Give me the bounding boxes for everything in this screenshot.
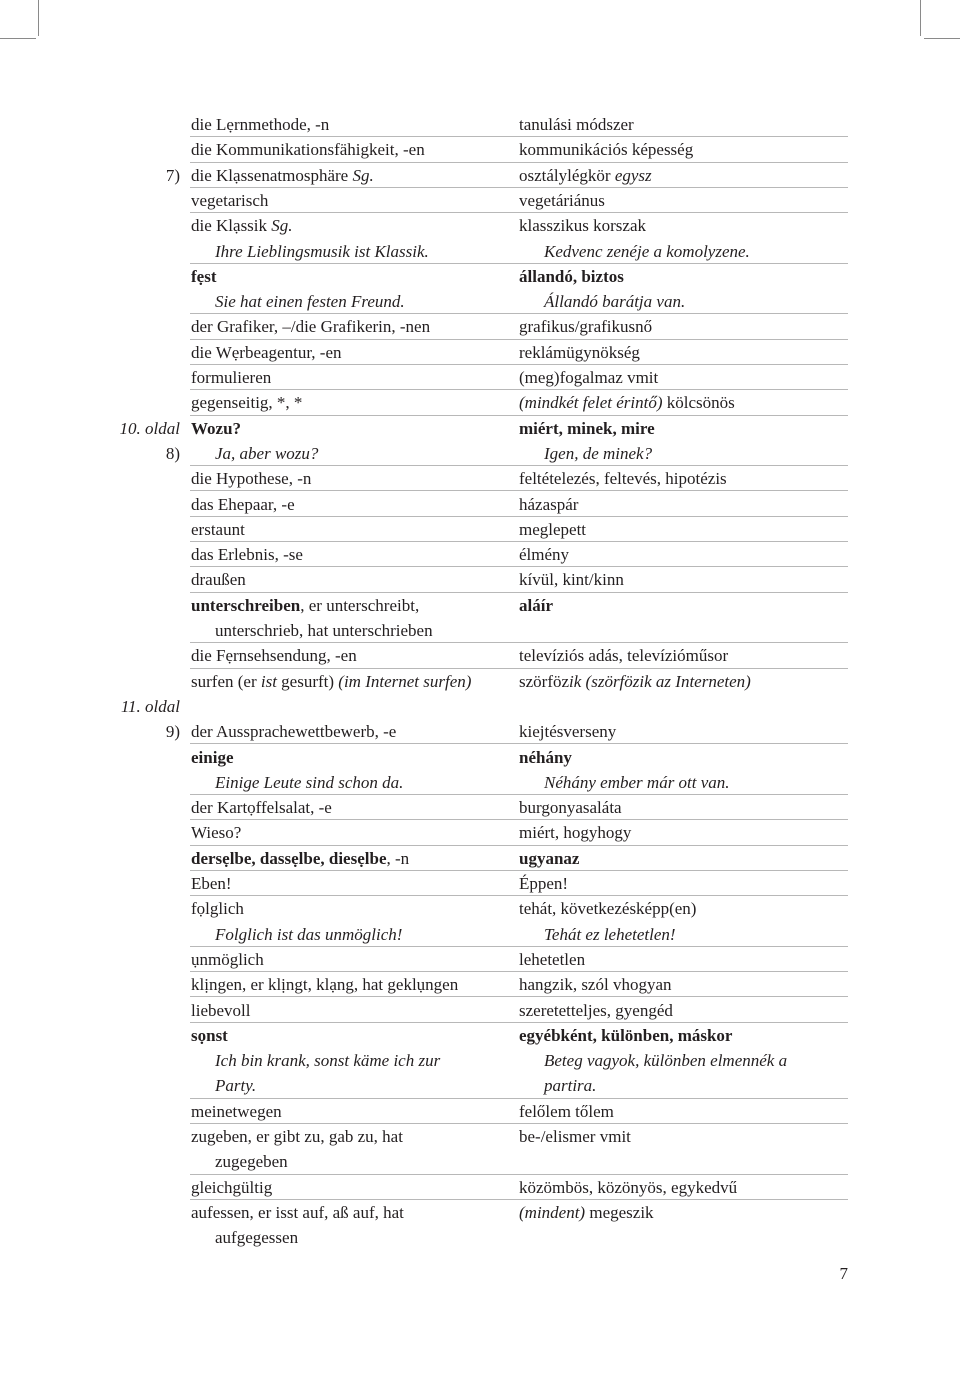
german-term [191, 593, 419, 618]
vocab-row [190, 213, 848, 238]
text-segment: gesurft) [276, 671, 339, 691]
text-segment: (im Internet surfen) [338, 671, 472, 691]
german-term [215, 922, 402, 947]
crop-mark-left-horizontal [0, 38, 36, 39]
german-term [191, 947, 264, 972]
hungarian-translation [519, 416, 655, 441]
vocab-row [190, 719, 848, 744]
vocab-row [190, 669, 848, 694]
vocab-row [190, 922, 848, 947]
hungarian-translation [519, 365, 658, 390]
text-segment: Néhány ember már ott van. [544, 772, 730, 792]
text-segment: fẹst [191, 266, 217, 286]
german-term [215, 239, 429, 264]
section-label: 9) [165, 722, 180, 742]
german-term [191, 896, 244, 921]
vocab-row [190, 593, 848, 618]
vocab-row [190, 112, 848, 137]
hungarian-translation [519, 1200, 654, 1225]
text-segment: kiejtésverseny [519, 722, 617, 742]
text-segment: zugegeben [215, 1152, 288, 1172]
german-term [191, 998, 250, 1023]
hungarian-translation [519, 745, 572, 770]
hungarian-translation [519, 188, 605, 213]
german-term [215, 1225, 298, 1250]
hungarian-translation [519, 643, 728, 668]
text-segment: reklámügynökség [519, 342, 640, 362]
text-segment: kívül, kint/kinn [519, 570, 624, 590]
vocab-row [190, 795, 848, 820]
german-term [215, 1149, 288, 1174]
vocab-row [190, 1099, 848, 1124]
vocab-row [190, 947, 848, 972]
text-segment: osztálylégkör [519, 165, 615, 185]
text-segment: die Kommunikationsfähigkeit, -en [191, 140, 425, 160]
vocab-row [190, 365, 848, 390]
text-segment: (mindent) [519, 1202, 586, 1222]
text-segment: be-/elismer vmit [519, 1127, 631, 1146]
text-segment: néhány [519, 747, 572, 767]
vocab-row [190, 972, 848, 997]
german-term [191, 314, 430, 339]
text-segment: grafikus/grafikusnő [519, 317, 653, 337]
text-segment: einige [191, 747, 234, 767]
german-term [191, 137, 425, 162]
hungarian-translation [519, 669, 751, 694]
german-term [191, 871, 232, 896]
text-segment: Ich bin krank, sonst käme ich zur [215, 1051, 441, 1071]
german-term [191, 1175, 272, 1200]
hungarian-translation [519, 947, 585, 972]
text-segment: Állandó barátja van. [544, 292, 686, 312]
vocab-row [190, 137, 848, 162]
german-term [191, 365, 271, 390]
text-segment: die Wẹrbeagentur, -en [191, 342, 342, 362]
text-segment: miért, hogyhogy [519, 823, 632, 843]
german-term [191, 719, 396, 744]
hungarian-translation [519, 340, 640, 365]
text-segment: der Kartọffelsalat, -e [191, 798, 332, 818]
text-segment: die Hypothese, -n [191, 469, 312, 489]
text-segment: draußen [191, 570, 246, 590]
text-segment: gegenseitig, *, * [191, 393, 303, 413]
hungarian-translation [519, 795, 622, 820]
vocab-row [190, 567, 848, 592]
german-term [191, 188, 268, 213]
text-segment: ụnmöglich [191, 949, 264, 969]
german-term [191, 213, 293, 238]
text-segment: élmény [519, 545, 570, 565]
vocab-row [190, 1225, 848, 1250]
text-segment: (meg)fogalmaz vmit [519, 368, 659, 387]
text-segment: Kedvenc zenéje a komolyzene. [544, 241, 750, 261]
hungarian-translation [519, 466, 727, 491]
hungarian-translation [519, 846, 579, 871]
crop-mark-left [38, 0, 39, 36]
text-segment: , -n [386, 848, 410, 868]
hungarian-translation [544, 770, 730, 795]
text-segment: vegetáriánus [519, 190, 605, 210]
text-segment: aufgegessen [215, 1228, 299, 1248]
text-segment: Tehát ez lehetetlen! [544, 924, 676, 944]
german-term [191, 846, 409, 871]
german-term [191, 390, 302, 415]
vocab-row [190, 1073, 848, 1098]
crop-mark-right-horizontal [924, 38, 960, 39]
german-term [191, 1099, 282, 1124]
vocab-row [190, 1124, 848, 1149]
text-segment: das Erlebnis, -se [191, 545, 303, 565]
text-segment: szörföz [519, 671, 570, 691]
vocab-row [190, 314, 848, 339]
page-number: 7 [839, 1264, 848, 1283]
text-segment: Ihre Lieblingsmusik ist Klassik. [215, 241, 429, 261]
hungarian-translation [519, 998, 673, 1023]
vocab-row [190, 441, 848, 466]
hungarian-translation [519, 820, 631, 845]
german-term [215, 1048, 440, 1073]
german-term [191, 466, 311, 491]
hungarian-translation [519, 517, 586, 542]
german-term [191, 517, 245, 542]
vocab-row [190, 163, 848, 188]
text-segment: meinetwegen [191, 1101, 282, 1121]
text-segment: lehetetlen [519, 949, 586, 969]
vocab-row [190, 188, 848, 213]
text-segment: Sg. [352, 165, 374, 185]
hungarian-translation [544, 239, 750, 264]
hungarian-translation [519, 567, 624, 592]
text-segment: die Klạssik [191, 216, 272, 236]
text-segment: Wieso? [191, 823, 242, 843]
vocab-row [190, 694, 848, 719]
text-segment: gleichgültig [191, 1177, 273, 1197]
text-segment: meglepett [519, 519, 587, 539]
text-segment: liebevoll [191, 1000, 251, 1020]
text-segment: házaspár [519, 494, 579, 514]
text-segment: Sg. [271, 216, 293, 236]
text-segment: egyébként, különben, máskor [519, 1025, 733, 1045]
text-segment: egysz [614, 165, 652, 185]
german-term [191, 1124, 403, 1149]
hungarian-translation [519, 972, 672, 997]
german-term [191, 669, 471, 694]
text-segment: állandó, biztos [519, 266, 624, 286]
vocab-row [190, 998, 848, 1023]
text-segment: fọlglich [191, 899, 244, 919]
german-term [191, 492, 295, 517]
vocab-row [190, 517, 848, 542]
vocab-row [190, 618, 848, 643]
text-segment: kölcsönös [662, 393, 735, 413]
section-label: 11. oldal [120, 696, 180, 716]
german-term [191, 567, 246, 592]
text-segment: Sie hat einen festen Freund. [215, 292, 405, 312]
hungarian-translation [544, 1048, 787, 1073]
text-segment: közömbös, közönyös, egykedvű [519, 1177, 738, 1197]
text-segment: tanulási módszer [519, 115, 634, 134]
text-segment: die Lẹrnmethode, -n [191, 115, 330, 134]
german-term [191, 163, 374, 188]
vocab-row [190, 264, 848, 289]
hungarian-translation [544, 922, 676, 947]
hungarian-translation [519, 314, 652, 339]
hungarian-translation [519, 112, 634, 137]
hungarian-translation [519, 492, 578, 517]
hungarian-translation [544, 441, 652, 466]
text-segment: , er unterschreibt, [300, 595, 420, 615]
vocab-row [190, 390, 848, 415]
vocab-row [190, 896, 848, 921]
hungarian-translation [519, 163, 652, 188]
text-segment: aláír [519, 595, 553, 615]
text-segment: tehát, következésképp(en) [519, 899, 697, 919]
text-segment: szeretetteljes, gyengéd [519, 1000, 673, 1020]
section-label: 7) [165, 165, 180, 185]
text-segment: Wozu? [191, 418, 242, 438]
text-segment: hangzik, szól vhogyan [519, 975, 672, 995]
vocab-row [190, 846, 848, 871]
vocab-row [190, 820, 848, 845]
german-term [191, 112, 329, 137]
vocab-row [190, 239, 848, 264]
german-term [215, 618, 433, 643]
text-segment: partira. [544, 1076, 597, 1096]
vocab-row [190, 745, 848, 770]
vocab-row [190, 542, 848, 567]
hungarian-translation [544, 1073, 596, 1098]
german-term [191, 264, 216, 289]
vocab-row [190, 643, 848, 668]
text-segment: miért, minek, mire [519, 418, 655, 438]
hungarian-translation [519, 137, 693, 162]
text-segment: Igen, de minek? [544, 443, 653, 463]
vocab-row [190, 770, 848, 795]
german-term [191, 542, 303, 567]
text-segment: erstaunt [191, 519, 245, 539]
hungarian-translation [519, 871, 568, 896]
text-segment: Party. [215, 1076, 257, 1096]
german-term [215, 289, 405, 314]
vocab-row [190, 871, 848, 896]
text-segment: surfen (er [191, 671, 261, 691]
german-term [191, 820, 241, 845]
text-segment: klịngen, er klịngt, klạng, hat geklụngen [191, 975, 459, 995]
vocab-row [190, 1048, 848, 1073]
hungarian-translation [519, 593, 553, 618]
hungarian-translation [519, 542, 569, 567]
text-segment: ist [260, 671, 277, 691]
text-segment: zugeben, er gibt zu, gab zu, hat [191, 1127, 403, 1146]
hungarian-translation [519, 719, 616, 744]
vocab-row [190, 289, 848, 314]
german-term [191, 1023, 228, 1048]
text-segment: aufessen, er isst auf, aß auf, hat [191, 1202, 404, 1222]
hungarian-translation [519, 264, 624, 289]
hungarian-translation [519, 1175, 737, 1200]
text-segment: der Aussprachewettbewerb, -e [191, 722, 397, 742]
section-label: 8) [165, 443, 180, 463]
text-segment: klasszikus korszak [519, 216, 647, 236]
hungarian-translation [519, 1023, 732, 1048]
hungarian-translation [519, 390, 735, 415]
text-segment: kommunikációs képesség [519, 140, 694, 160]
hungarian-translation [519, 1124, 631, 1149]
text-segment: (mindkét felet érintő) [519, 393, 663, 413]
text-segment: Einige Leute sind schon da. [215, 772, 404, 792]
german-term [191, 745, 234, 770]
text-segment: dersẹlbe, dassẹlbe, diesẹlbe [191, 848, 387, 868]
text-segment: unterschreiben [191, 595, 301, 615]
text-segment: die Klạssenatmosphäre [191, 165, 353, 185]
text-segment: formulieren [191, 368, 272, 387]
section-label: 10. oldal [119, 418, 180, 438]
german-term [215, 770, 403, 795]
german-term [191, 340, 342, 365]
text-segment: megeszik [585, 1202, 654, 1222]
crop-mark-right [920, 0, 921, 36]
text-segment: Folglich ist das unmöglich! [215, 924, 403, 944]
text-segment: Éppen! [519, 874, 569, 893]
text-segment: Eben! [191, 874, 232, 893]
vocab-row [190, 1175, 848, 1200]
text-segment: unterschrieb, hat unterschrieben [215, 621, 433, 640]
text-segment: felőlem tőlem [519, 1101, 614, 1121]
vocab-row [190, 492, 848, 517]
text-segment: das Ehepaar, -e [191, 494, 295, 514]
text-segment: ugyanaz [519, 848, 580, 868]
german-term [191, 416, 241, 441]
text-segment: feltételezés, feltevés, hipotézis [519, 469, 727, 489]
hungarian-translation [544, 289, 685, 314]
hungarian-translation [519, 213, 646, 238]
text-segment: Ja, aber wozu? [215, 443, 319, 463]
german-term [191, 972, 458, 997]
german-term [191, 643, 357, 668]
vocab-row [190, 416, 848, 441]
text-segment: der Grafiker, –/die Grafikerin, -nen [191, 317, 431, 337]
german-term [215, 441, 318, 466]
hungarian-translation [519, 896, 696, 921]
text-segment: sọnst [191, 1025, 228, 1045]
hungarian-translation [519, 1099, 614, 1124]
vocab-row [190, 466, 848, 491]
text-segment: Beteg vagyok, különben elmennék a [544, 1051, 788, 1071]
vocab-row [190, 1023, 848, 1048]
vocab-row [190, 1149, 848, 1174]
german-term [215, 1073, 256, 1098]
vocab-row [190, 340, 848, 365]
text-segment: die Fẹrnsehsendung, -en [191, 646, 357, 666]
text-segment: televíziós adás, televízióműsor [519, 646, 729, 666]
text-segment: ik (szörfözik az Interneten) [569, 671, 751, 691]
text-segment: vegetarisch [191, 190, 269, 210]
text-segment: burgonyasaláta [519, 798, 622, 818]
german-term [191, 795, 332, 820]
vocab-row [190, 1200, 848, 1225]
german-term [191, 1200, 404, 1225]
